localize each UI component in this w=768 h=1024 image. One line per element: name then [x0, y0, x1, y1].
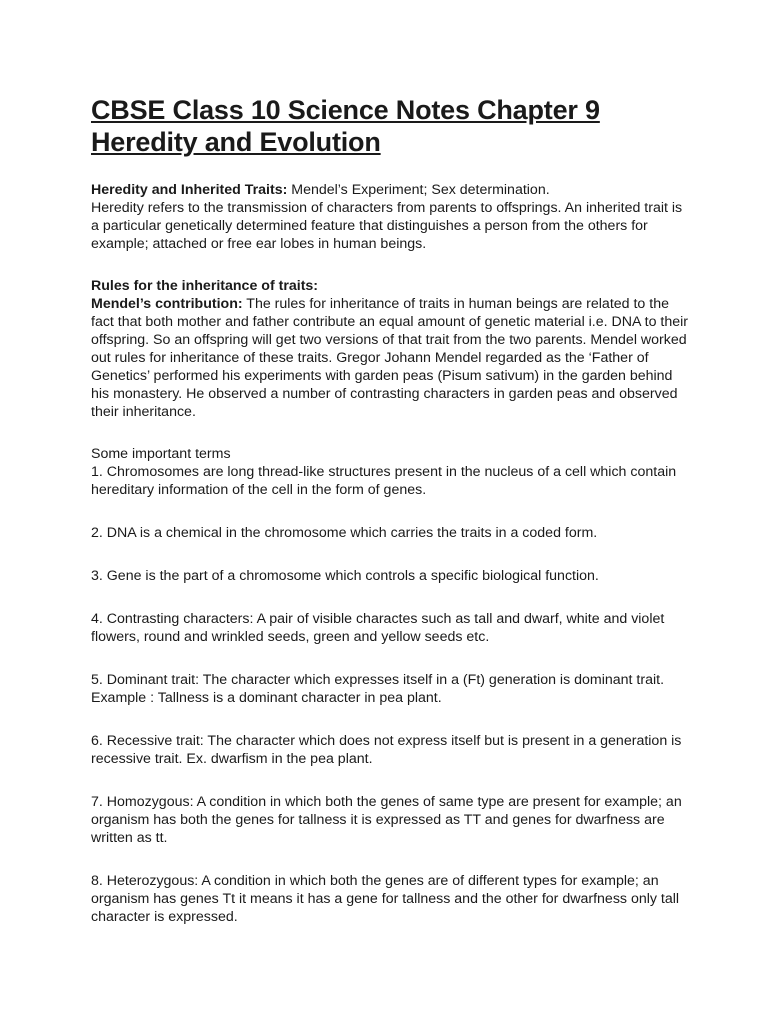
term-item: 3. Gene is the part of a chromosome which controls a specific biological function. — [91, 568, 599, 584]
intro-paragraph — [91, 181, 691, 253]
term-item: 4. Contrasting characters: A pair of visible charactes such as tall and dwarf, white and violet flowers, round and wrinkled seeds, green and yellow seeds etc. — [91, 611, 665, 645]
document-page — [91, 94, 691, 951]
rules-subheading: Mendel’s contribution: — [91, 296, 243, 312]
term-item: 1. Chromosomes are long thread-like structures present in the nucleus of a cell which contain hereditary information of the cell in the form of genes. — [91, 464, 677, 498]
title-line-1: CBSE Class 10 Science Notes Chapter 9 — [91, 95, 600, 125]
terms-section — [91, 445, 691, 926]
page-title — [91, 94, 691, 158]
intro-heading-rest: Mendel’s Experiment; Sex determination. — [287, 182, 550, 198]
intro-body: Heredity refers to the transmission of characters from parents to offsprings. An inherited trait is a particular genetically determined feature that distinguishes a person from the others for example; attached or free ear lobes in human beings. — [91, 200, 683, 252]
terms-heading: Some important terms — [91, 446, 231, 462]
rules-body: The rules for inheritance of traits in human beings are related to the fact that both mother and father contribute an equal amount of genetic material i.e. DNA to their offspring. So an offspring will get two versions of that trait from the two parents. Mendel worked out rules for inheritance of these traits. Gregor Johann Mendel regarded as the ‘Father of Genetics’ performed his experiments with garden peas (Pisum sativum) in the garden behind his monastery. He observed a number of contrasting characters in garden peas and observed their inheritance. — [91, 296, 689, 420]
rules-heading: Rules for the inheritance of traits: — [91, 278, 319, 294]
term-item: 7. Homozygous: A condition in which both the genes of same type are present for example; an organism has both the genes for tallness it is expressed as TT and genes for dwarfness are written as tt. — [91, 794, 682, 846]
term-item: 5. Dominant trait: The character which expresses itself in a (Ft) generation is dominant trait. Example : Tallness is a dominant character in pea plant. — [91, 672, 665, 706]
term-item: 6. Recessive trait: The character which does not express itself but is present in a generation is recessive trait. Ex. dwarfism in the pea plant. — [91, 733, 682, 767]
intro-heading: Heredity and Inherited Traits: — [91, 182, 288, 198]
rules-paragraph — [91, 277, 691, 421]
title-line-2: Heredity and Evolution — [91, 127, 381, 157]
term-item: 2. DNA is a chemical in the chromosome which carries the traits in a coded form. — [91, 525, 598, 541]
term-item: 8. Heterozygous: A condition in which both the genes are of different types for example; an organism has genes Tt it means it has a gene for tallness and the other for dwarfness only tall character is expressed. — [91, 873, 680, 925]
